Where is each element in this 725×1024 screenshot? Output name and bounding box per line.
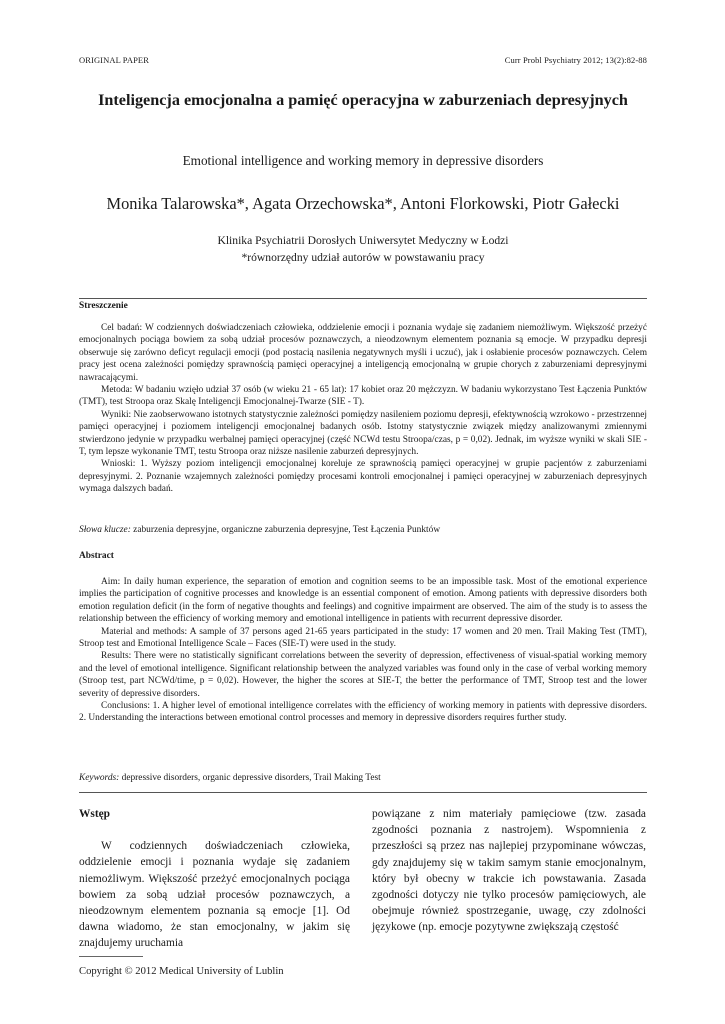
body-column-right	[372, 806, 646, 936]
keywords-english-label: Keywords:	[79, 773, 120, 783]
streszczenie-paragraph: Cel badań: W codziennych doświadczeniach człowieka, oddzielenie emocji i poznania wydaje się zadaniem niemożliwym. Większość przeżyć emocjonalnych pociąga bowiem za sobą udział procesów poznawczych, a nieodzownym elementem poznania są emocje. W przypadku depresji obserwuje się zarówno deficyt regulacji emocji (pod postacią nasilenia negatywnych myśli i uczuć), jak i osłabienie procesów poznawczych. Celem pracy jest ocena zależności pomiędzy sprawnością pamięci operacyjnej a inteligencją emocjonalną w grupie chorych z zaburzeniami depresyjnymi nawracającymi.	[79, 323, 647, 383]
abstract-heading: Abstract	[79, 551, 114, 561]
section-divider	[79, 792, 647, 793]
abstract-paragraph: Material and methods: A sample of 37 persons aged 21-65 years participated in the study: 17 women and 20 men. Trail Making Test (TMT), Stroop test and Emotional Intelligence Scale – Faces (SIE-T) were used in the study.	[79, 626, 647, 650]
title-english: Emotional intelligence and working memory in depressive disorders	[182, 153, 544, 168]
body-column-left	[79, 806, 350, 952]
keywords-polish	[79, 525, 647, 535]
keywords-english	[79, 773, 647, 783]
streszczenie-paragraph: Metoda: W badaniu wzięło udział 37 osób (w wieku 21 - 65 lat): 17 kobiet oraz 20 mężczyzn. W badaniu wykorzystano Test Łączenia Punktów (TMT), test Stroopa oraz Skalę Inteligencji Emocjonalnej-Twarze (SIE - T).	[79, 385, 647, 408]
introduction-heading: Wstęp	[79, 808, 111, 820]
abstract-paragraph: Conclusions: 1. A higher level of emotional intelligence correlates with the efficiency of working memory in patients with depressive disorders. 2. Understanding the interactions between emotional control processes and memory in depressive disorders requires further study.	[79, 701, 647, 724]
affiliation-institution: Klinika Psychiatrii Dorosłych Uniwersytet Medyczny w Łodzi	[217, 234, 509, 247]
introduction-paragraph: W codziennych doświadczeniach człowieka, oddzielenie emocji i poznania wydaje się zadaniem niemożliwym. Większość przeżyć emocjonalnych pociąga bowiem za sobą udział procesów poznawczych, a nieodzownym elementem poznania są emocje [1]. Od dawna wiadomo, że stan emocjonalny, w jakim się znajdujemy uruchamia	[79, 840, 350, 950]
author-list: Monika Talarowska*, Agata Orzechowska*, Antoni Florkowski, Piotr Gałecki	[106, 194, 620, 213]
journal-citation: Curr Probl Psychiatry 2012; 13(2):82-88	[504, 55, 647, 65]
keywords-polish-label: Słowa klucze:	[79, 525, 131, 535]
affiliation	[79, 233, 647, 266]
abstract-body	[79, 576, 647, 725]
introduction-paragraph-continued: powiązane z nim materiały pamięciowe (tzw. zasada zgodności poznania z nastrojem). Wspomnienia z przeszłości są przez nas najlepiej przypominane wówczas, gdy znajdujemy się w takim samym stanie emocjonalnym, który był obecny w trakcie ich powstawania. Zasada zgodności dotyczy nie tylko procesów pamięciowych, ale obejmuje również spostrzeganie, uwagę, czy zdolności językowe (np. emocje pozytywne zwiększają częstość	[372, 808, 646, 934]
abstract-paragraph: Aim: In daily human experience, the separation of emotion and cognition seems to be an impossible task. Most of the emotional experience implies the participation of cognitive processes and knowledge is an essential component of emotion. Among patients with depressive disorders both emotion regulation deficit (in the form of negative thoughts and feelings) and cognitive impairment are observed. The aim of the study is to assess the relationship between the efficiency of working memory and emotional intelligence in patients with recurrent depressive disorder.	[79, 577, 647, 625]
streszczenie-paragraph: Wnioski: 1. Wyższy poziom inteligencji emocjonalnej koreluje ze sprawnością pamięci operacyjnej w grupie pacjentów z zaburzeniami depresyjnymi. 2. Poznanie wzajemnych zależności pomiędzy procesami kontroli emocjonalnej i pamięci operacyjnej w zaburzeniach depresyjnych wymaga dalszych badań.	[79, 459, 647, 495]
affiliation-note: *równorzędny udział autorów w powstawaniu pracy	[241, 250, 485, 264]
running-header-label: ORIGINAL PAPER	[79, 55, 149, 65]
copyright-notice: Copyright © 2012 Medical University of Lublin	[79, 966, 284, 977]
keywords-polish-list: zaburzenia depresyjne, organiczne zaburzenia depresyjne, Test Łączenia Punktów	[130, 525, 441, 535]
streszczenie-heading: Streszczenie	[79, 301, 128, 311]
streszczenie-body	[79, 322, 647, 496]
title-polish: Inteligencja emocjonalna a pamięć operacyjna w zaburzeniach depresyjnych	[98, 91, 628, 109]
footer-divider	[79, 956, 143, 957]
section-divider	[79, 298, 647, 299]
abstract-paragraph: Results: There were no statistically significant correlations between the severity of depression, effectiveness of visual-spatial working memory and the level of emotional intelligence. Significant relationship between the analyzed variables was found only in the case of verbal working memory (Stroop test, part NCWd/time, p = 0,02). However, the higher the scores at SIE-T, the better the performance of TMT, Stroop test and the lower severity of depressive disorders.	[79, 651, 647, 699]
keywords-english-list: depressive disorders, organic depressive disorders, Trail Making Test	[119, 773, 381, 783]
streszczenie-paragraph: Wyniki: Nie zaobserwowano istotnych statystycznie zależności pomiędzy nasileniem poziomu depresji, efektywnością wzrokowo - przestrzennej pamięci operacyjnej i poziomem inteligencji emocjonalnej badanych osób. Istotny statystycznie związek między analizowanymi zmiennymi stwierdzono jedynie w przypadku werbalnej pamięci operacyjnej (część NCWd testu Stroopa/czas, p = 0,02). Jednak, im wyższe wyniki w skali SIE - T, tym lepsze wykonanie TMT, testu Stroopa oraz niższe nasilenie zaburzeń depresyjnych.	[79, 409, 647, 458]
